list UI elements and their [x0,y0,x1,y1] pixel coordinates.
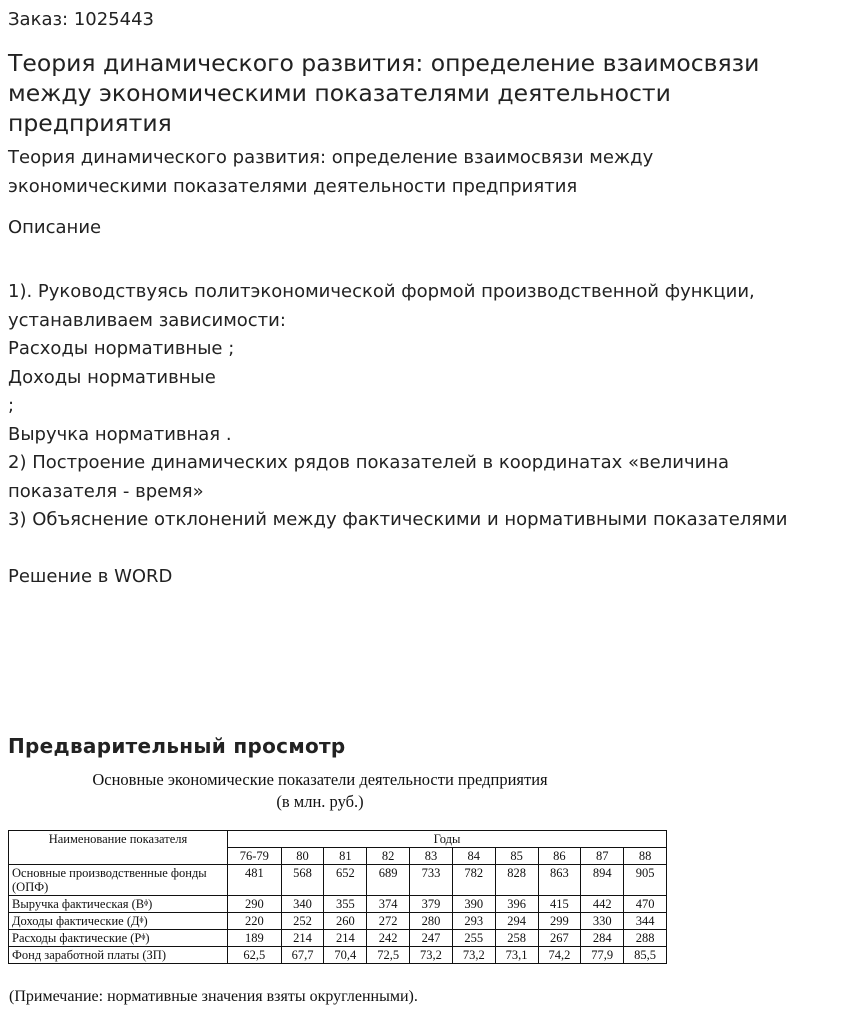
row-label: Основные производственные фонды (ОПФ) [9,865,228,896]
value-cell: 77,9 [581,947,624,964]
page-subtitle: Теория динамического развития: определение взаимосвязи между экономическими показателями деятельности предприятия [8,147,654,197]
order-number: Заказ: 1025443 [8,9,154,30]
value-cell: 733 [410,865,453,896]
header-year-cell: 88 [624,848,667,865]
value-cell: 214 [324,930,367,947]
header-year-cell: 86 [538,848,581,865]
description-line: 1). Руководствуясь политэкономической формой производственной функции, устанавливаем зависимости: [8,281,755,331]
value-cell: 293 [452,913,495,930]
description-line: ; [8,395,15,416]
value-cell: 255 [452,930,495,947]
table-row [9,896,667,913]
header-year-cell: 84 [452,848,495,865]
indicators-table [8,830,667,964]
solution-format: Решение в WORD [8,566,173,587]
value-cell: 470 [624,896,667,913]
value-cell: 67,7 [281,947,324,964]
value-cell: 288 [624,930,667,947]
description-line: Выручка нормативная . [8,423,232,445]
value-cell: 689 [367,865,410,896]
header-year-cell: 81 [324,848,367,865]
header-year-cell: 83 [410,848,453,865]
header-year-cell: 76-79 [228,848,282,865]
page-title: Теория динамического развития: определение взаимосвязи между экономическими показателями деятельности предприятия [8,49,760,137]
description-heading: Описание [8,217,102,238]
value-cell: 267 [538,930,581,947]
description-line: 2) Построение динамических рядов показателей в координатах «величина показателя - время» [8,452,730,502]
table-row [9,930,667,947]
header-year-cell: 85 [495,848,538,865]
preview-doc-unit: (в млн. руб.) [276,792,364,811]
value-cell: 214 [281,930,324,947]
value-cell: 374 [367,896,410,913]
value-cell: 258 [495,930,538,947]
value-cell: 652 [324,865,367,896]
value-cell: 280 [410,913,453,930]
table-row [9,865,667,896]
value-cell: 299 [538,913,581,930]
value-cell: 379 [410,896,453,913]
value-cell: 396 [495,896,538,913]
value-cell: 74,2 [538,947,581,964]
header-year-cell: 82 [367,848,410,865]
value-cell: 220 [228,913,282,930]
value-cell: 442 [581,896,624,913]
value-cell: 863 [538,865,581,896]
value-cell: 242 [367,930,410,947]
value-cell: 481 [228,865,282,896]
description-body [8,278,843,535]
value-cell: 252 [281,913,324,930]
value-cell: 73,1 [495,947,538,964]
preview-doc-title: Основные экономические показатели деятельности предприятия [92,770,548,789]
value-cell: 344 [624,913,667,930]
value-cell: 85,5 [624,947,667,964]
description-line: Доходы нормативные [8,366,216,388]
value-cell: 568 [281,865,324,896]
value-cell: 290 [228,896,282,913]
value-cell: 73,2 [452,947,495,964]
value-cell: 189 [228,930,282,947]
row-label: Доходы фактические (Дᶲ) [9,913,228,930]
table-row [9,947,667,964]
value-cell: 272 [367,913,410,930]
value-cell: 260 [324,913,367,930]
value-cell: 894 [581,865,624,896]
preview-note: (Примечание: нормативные значения взяты округленными). [9,988,418,1005]
description-line: Расходы нормативные ; [8,338,235,359]
value-cell: 828 [495,865,538,896]
table-row [9,913,667,930]
header-indicator-name: Наименование показателя [9,831,228,865]
value-cell: 415 [538,896,581,913]
row-label: Выручка фактическая (Вᶲ) [9,896,228,913]
table-header-row [9,831,667,848]
value-cell: 284 [581,930,624,947]
value-cell: 70,4 [324,947,367,964]
value-cell: 782 [452,865,495,896]
header-year-cell: 80 [281,848,324,865]
value-cell: 73,2 [410,947,453,964]
preview-heading: Предварительный просмотр [8,734,346,758]
value-cell: 340 [281,896,324,913]
value-cell: 294 [495,913,538,930]
value-cell: 905 [624,865,667,896]
value-cell: 72,5 [367,947,410,964]
value-cell: 247 [410,930,453,947]
value-cell: 62,5 [228,947,282,964]
value-cell: 355 [324,896,367,913]
value-cell: 330 [581,913,624,930]
header-years-group: Годы [228,831,667,848]
description-line: 3) Объяснение отклонений между фактическими и нормативными показателями [8,509,788,530]
row-label: Расходы фактические (Рᶲ) [9,930,228,947]
header-year-cell: 87 [581,848,624,865]
value-cell: 390 [452,896,495,913]
row-label: Фонд заработной платы (ЗП) [9,947,228,964]
